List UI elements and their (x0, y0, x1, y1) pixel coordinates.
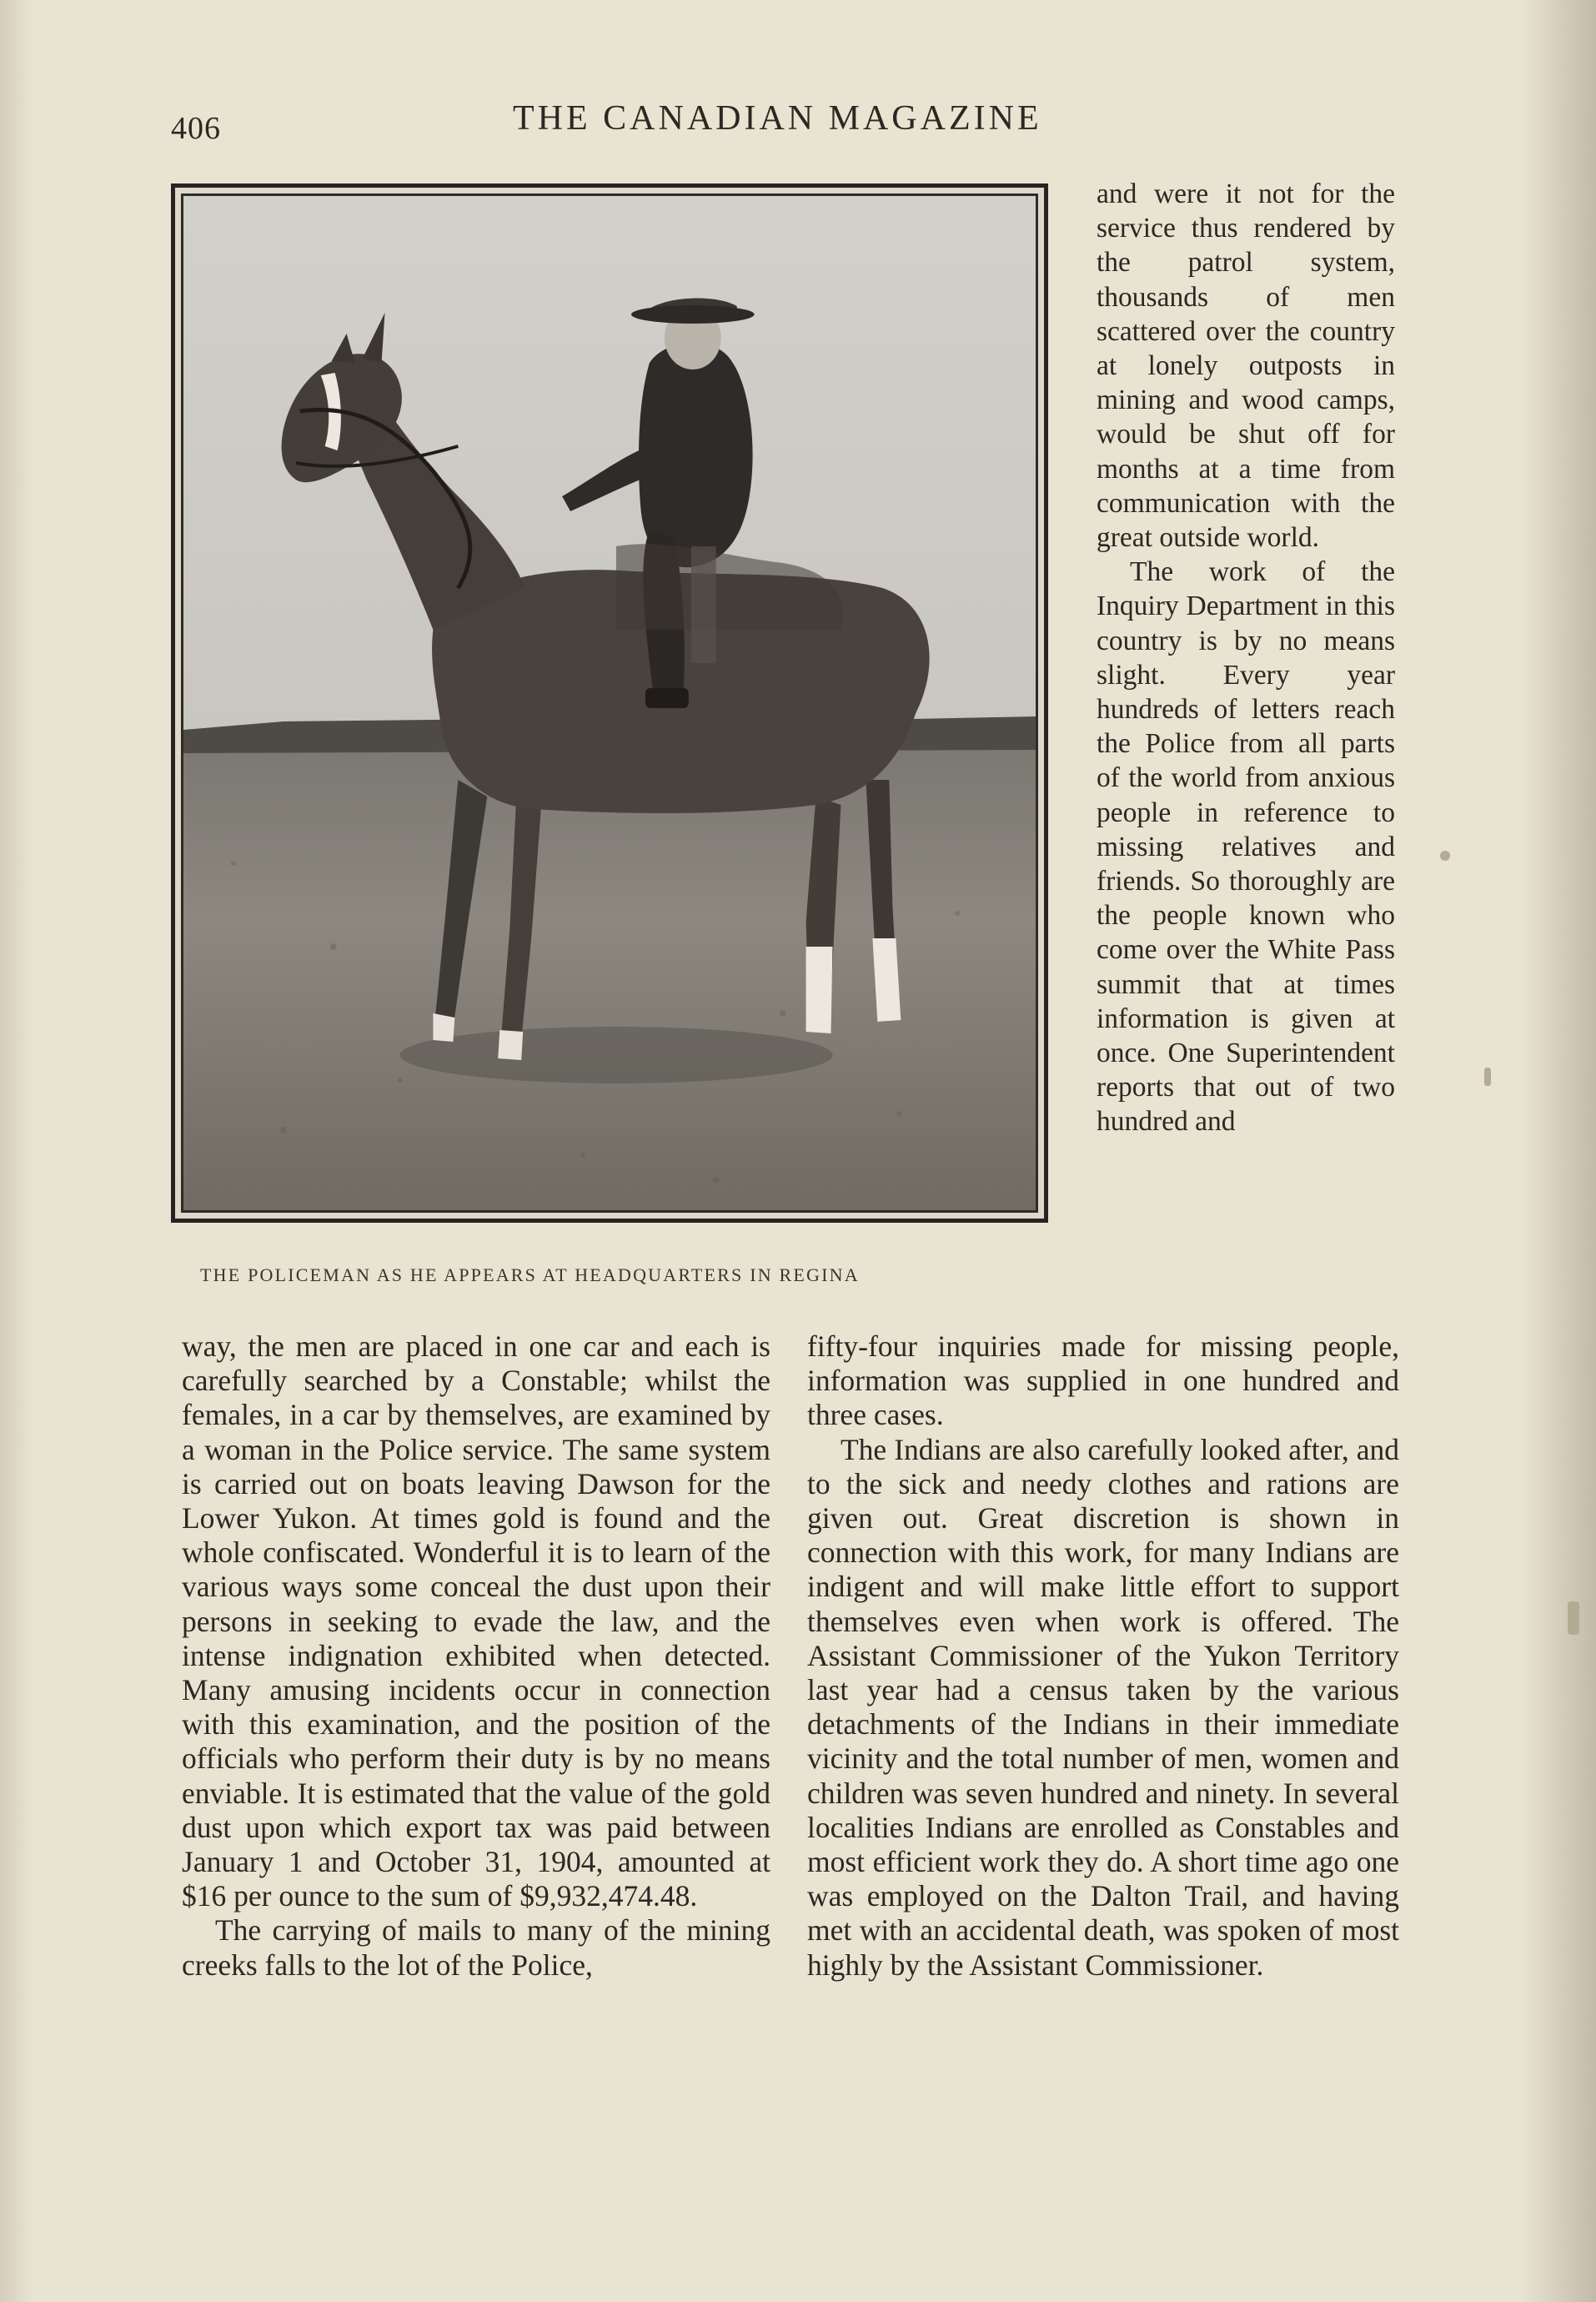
left-column (182, 1329, 770, 1983)
right-column-bottom (807, 1329, 1399, 1983)
paragraph: The Indians are also carefully looked after, and to the sick and needy clothes and rations are given out. Great discretion is shown in connection with this work, for many Indians are indigent and will make little effort to support themselves even when work is offered. The Assistant Commissioner of the Yukon Territory last year had a census taken by the various detachments of the Indians in their immediate vicinity and the total number of men, women and children was seven hundred and ninety. In several localities Indians are enrolled as Constables and most efficient work they do. A short time ago one was employed on the Dalton Trail, and having met with an accidental death, was spoken of most highly by the Assistant Commissioner. (807, 1432, 1399, 1982)
mounted-policeman-illustration (183, 196, 1036, 1210)
paragraph: fifty-four inquiries made for missing people, information was supplied in one hundred and three cases. (807, 1329, 1399, 1432)
magazine-title: THE CANADIAN MAGAZINE (513, 99, 1042, 138)
page-number: 406 (171, 111, 221, 146)
running-header (171, 98, 1055, 148)
paragraph: and were it not for the service thus rendered by the patrol system, thousands of men scattered over the country at lonely outposts in mining and wood camps, would be shut off for months at a time from communication with the great outside world. (1097, 178, 1395, 554)
page-gutter-shadow (0, 0, 33, 2302)
paper-speck (1484, 1068, 1491, 1086)
right-column-top (1097, 177, 1395, 1139)
paper-speck (1568, 1601, 1579, 1635)
paragraph: The work of the Inquiry Department in this country is by no means slight. Every year hundreds of letters reach the Police from all parts of the world from anxious people in reference to missing relatives and friends. So thoroughly are the people known who come over the White Pass summit that at times information is given at once. One Superintendent reports that out of two hundred and (1097, 556, 1395, 1138)
photo-caption: THE POLICEMAN AS HE APPEARS AT HEADQUARTERS IN REGINA (200, 1264, 860, 1285)
paper-speck (1440, 851, 1450, 861)
photo (181, 194, 1038, 1213)
paragraph: way, the men are placed in one car and each is carefully searched by a Constable; whilst the females, in a car by themselves, are examined by a woman in the Police service. The same system is carried out on boats leaving Dawson for the Lower Yukon. At times gold is found and the whole confiscated. Wonderful it is to learn of the various ways some conceal the dust upon their persons in seeking to evade the law, and the intense indignation exhibited when detected. Many amusing incidents occur in connection with this examination, and the position of the officials who perform their duty is by no means enviable. It is estimated that the value of the gold dust upon which export tax was paid between January 1 and October 31, 1904, amounted at $16 per ounce to the sum of $9,932,474.48. (182, 1329, 770, 1913)
photo-frame (171, 183, 1048, 1223)
page-edge-shadow (1521, 0, 1596, 2302)
paragraph: The carrying of mails to many of the mining creeks falls to the lot of the Police, (182, 1913, 770, 1982)
